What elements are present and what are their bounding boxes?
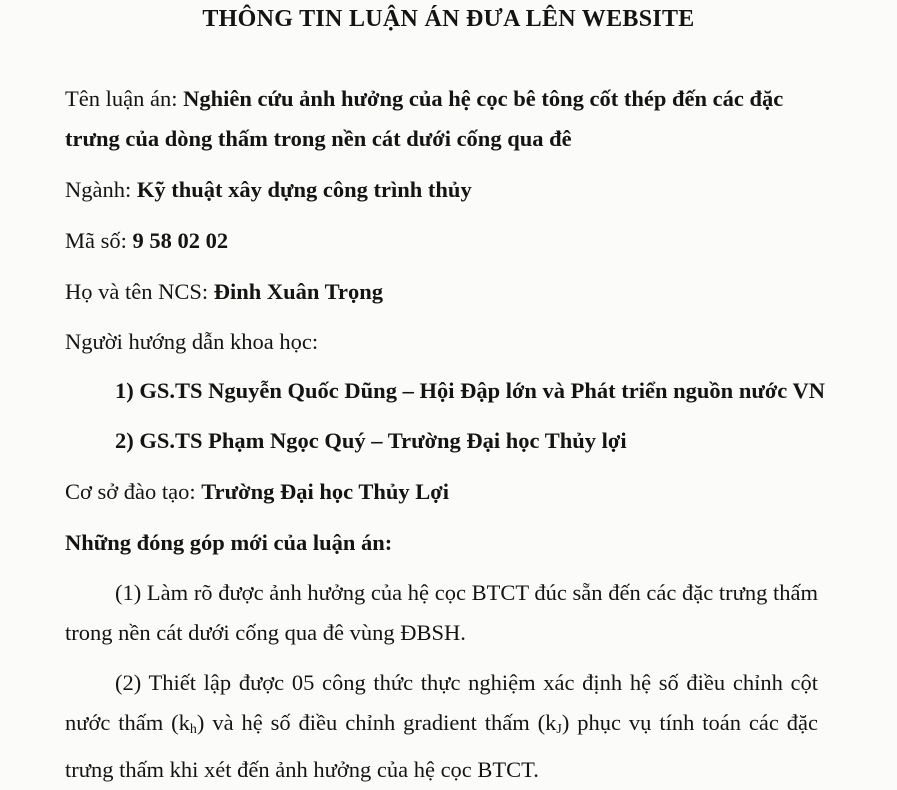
candidate-value: Đinh Xuân Trọng — [213, 279, 383, 304]
page-title: THÔNG TIN LUẬN ÁN ĐƯA LÊN WEBSITE — [202, 6, 695, 32]
contribution-item-2 — [65, 663, 818, 790]
code-label: Mã số: — [65, 228, 127, 253]
institution-label: Cơ sở đào tạo: — [65, 479, 196, 504]
code-value: 9 58 02 02 — [132, 228, 229, 253]
candidate-label: Họ và tên NCS: — [65, 279, 209, 304]
institution-value: Trường Đại học Thủy Lợi — [201, 479, 449, 504]
thesis-title-line-1 — [65, 84, 783, 114]
major-line — [65, 175, 472, 205]
subscript-h: h — [189, 722, 197, 737]
contribution-item-2-text-b: ) và hệ số điều chỉnh gradient thấm (k — [196, 710, 557, 735]
advisor-item-2: 2) GS.TS Phạm Ngọc Quý – Trường Đại học Thủy lợi — [115, 428, 627, 453]
contribution-item-2-text-c: ) phục vụ tính toán các đặc trưng thấm khi xét đến ảnh hưởng của hệ cọc BTCT. — [65, 710, 818, 782]
candidate-line — [65, 277, 383, 307]
contribution-item-2-text-a: (2) Thiết lập được 05 công thức thực nghiệm xác định hệ số điều chỉnh cột nước thấm (k — [65, 670, 818, 735]
contribution-item-1 — [65, 573, 818, 653]
thesis-title-part-2: trưng của dòng thấm trong nền cát dưới cống qua đê — [65, 126, 572, 151]
thesis-label: Tên luận án: — [65, 86, 178, 111]
thesis-title-part-1: Nghiên cứu ảnh hưởng của hệ cọc bê tông cốt thép đến các đặc — [183, 86, 784, 111]
code-line — [65, 226, 228, 256]
advisors-label: Người hướng dẫn khoa học: — [65, 329, 319, 354]
contributions-heading: Những đóng góp mới của luận án: — [65, 530, 393, 555]
major-label: Ngành: — [65, 177, 132, 202]
advisor-item-1: 1) GS.TS Nguyễn Quốc Dũng – Hội Đập lớn và Phát triển nguồn nước VN — [115, 378, 826, 403]
contribution-item-1-text: (1) Làm rõ được ảnh hưởng của hệ cọc BTCT đúc sẵn đến các đặc trưng thấm trong nền cát dưới cống qua đê vùng ĐBSH. — [65, 580, 818, 645]
institution-line — [65, 477, 449, 507]
major-value: Kỹ thuật xây dựng công trình thủy — [136, 177, 472, 202]
subscript-j: J — [556, 722, 562, 737]
